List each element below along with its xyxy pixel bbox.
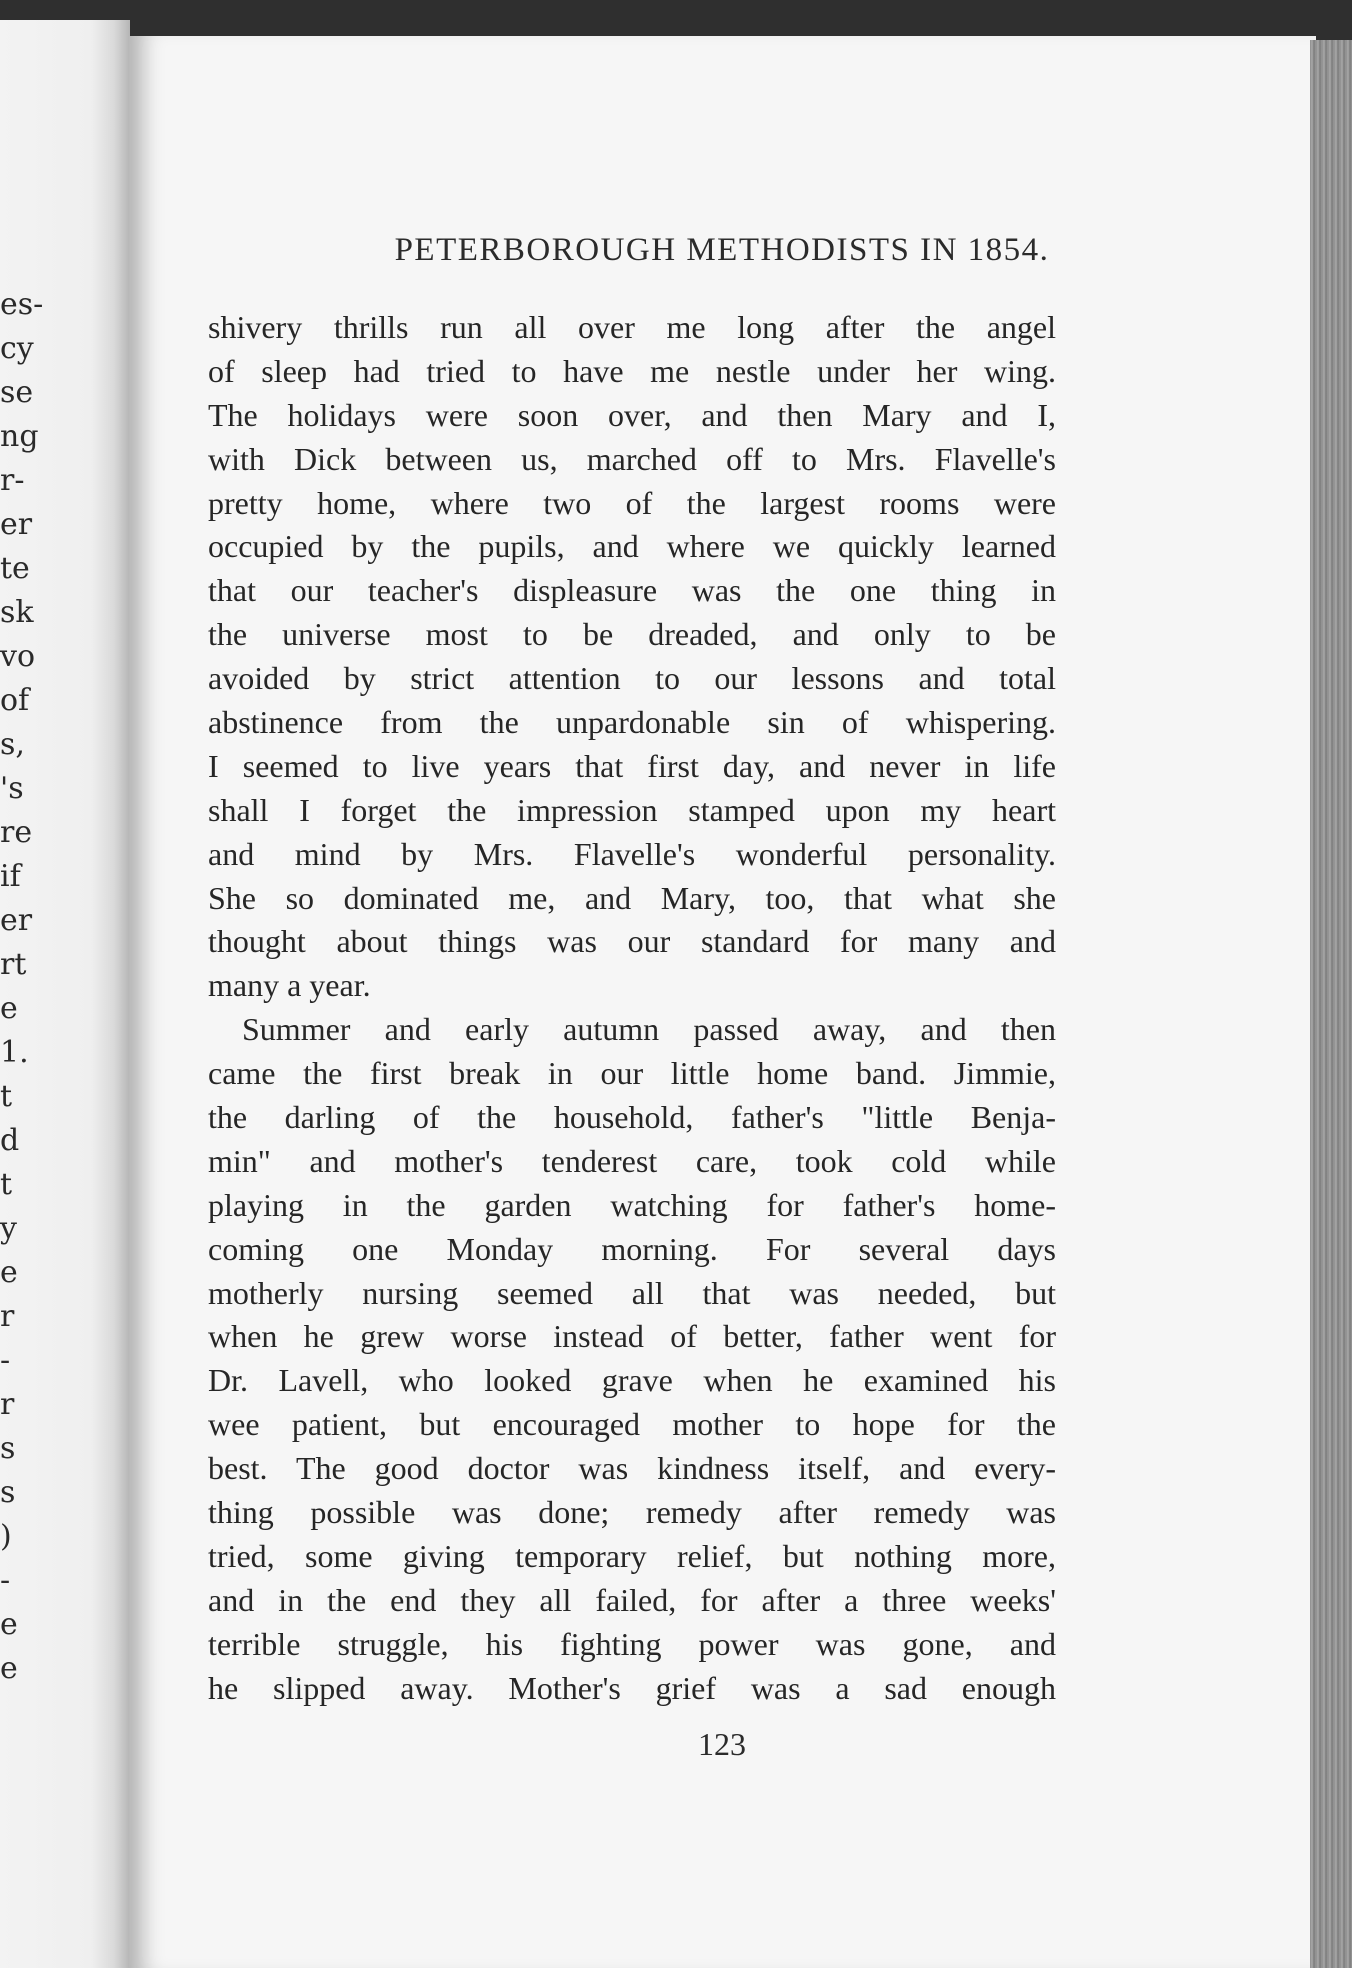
- main-page: [128, 36, 1316, 1968]
- text-line: he slipped away. Mother's grief was a sad enough: [208, 1669, 1056, 1706]
- left-fragment: 's: [0, 771, 24, 806]
- left-fragment: cy: [0, 331, 34, 366]
- left-facing-page: [0, 20, 130, 1968]
- left-fragment: r: [0, 1299, 15, 1334]
- text-line: The holidays were soon over, and then Mary and I,: [208, 396, 1056, 433]
- left-fragment: sk: [0, 595, 34, 630]
- left-fragment: rt: [0, 947, 27, 982]
- left-fragment: if: [0, 859, 21, 894]
- left-fragment: e: [0, 1607, 18, 1642]
- left-fragment: -: [0, 1563, 11, 1598]
- text-line: and in the end they all failed, for after a three weeks': [208, 1581, 1056, 1618]
- left-fragment: ng: [0, 419, 39, 454]
- text-line: occupied by the pupils, and where we quickly learned: [208, 528, 1056, 565]
- left-fragment: -: [0, 1343, 11, 1378]
- text-line: the universe most to be dreaded, and only to be: [208, 616, 1056, 653]
- text-line: the darling of the household, father's "little Benja-: [208, 1099, 1056, 1136]
- page-body-text: [208, 306, 1056, 1711]
- left-fragment: er: [0, 507, 33, 542]
- text-line: coming one Monday morning. For several days: [208, 1230, 1056, 1267]
- left-fragment: t: [0, 1167, 13, 1202]
- text-line: wee patient, but encouraged mother to hope for the: [208, 1406, 1056, 1443]
- left-fragment: y: [0, 1211, 17, 1246]
- left-fragment: te: [0, 551, 30, 586]
- text-line: pretty home, where two of the largest rooms were: [208, 484, 1056, 521]
- text-line: Dr. Lavell, who looked grave when he examined his: [208, 1362, 1056, 1399]
- text-line: She so dominated me, and Mary, too, that what she: [208, 879, 1056, 916]
- left-fragment: s: [0, 1475, 16, 1510]
- left-fragment: ): [0, 1519, 12, 1554]
- left-fragment: of: [0, 683, 30, 718]
- text-line: that our teacher's displeasure was the one thing in: [208, 572, 1056, 609]
- left-fragment: e: [0, 1651, 18, 1686]
- text-line: many a year.: [208, 967, 371, 1004]
- left-fragment: re: [0, 815, 33, 850]
- left-fragment: es-: [0, 287, 44, 322]
- text-line: when he grew worse instead of better, father went for: [208, 1318, 1056, 1355]
- text-line: best. The good doctor was kindness itself, and every-: [208, 1450, 1056, 1487]
- text-line: avoided by strict attention to our lessons and total: [208, 660, 1056, 697]
- left-fragment: t: [0, 1079, 13, 1114]
- text-line: playing in the garden watching for father's home-: [208, 1186, 1056, 1223]
- text-line: with Dick between us, marched off to Mrs. Flavelle's: [208, 440, 1056, 477]
- text-line: shivery thrills run all over me long after the angel: [208, 309, 1056, 345]
- text-line: I seemed to live years that first day, and never in life: [208, 747, 1056, 784]
- left-fragment: s: [0, 1431, 16, 1466]
- text-line: abstinence from the unpardonable sin of whispering.: [208, 704, 1056, 741]
- text-line: of sleep had tried to have me nestle under her wing.: [208, 352, 1056, 389]
- left-fragment: s,: [0, 727, 25, 762]
- text-line: thought about things was our standard for many and: [208, 923, 1056, 960]
- text-line: thing possible was done; remedy after remedy was: [208, 1494, 1056, 1531]
- left-fragment: vo: [0, 639, 36, 674]
- text-line: terrible struggle, his fighting power was gone, and: [208, 1625, 1056, 1662]
- text-line: min" and mother's tenderest care, took cold while: [208, 1142, 1056, 1179]
- left-fragment: r-: [0, 463, 25, 498]
- text-line: and mind by Mrs. Flavelle's wonderful personality.: [208, 835, 1056, 872]
- text-line: Summer and early autumn passed away, and then: [242, 1011, 1056, 1048]
- left-fragment: se: [0, 375, 34, 410]
- text-line: shall I forget the impression stamped upon my heart: [208, 791, 1056, 828]
- left-page-text-fragments: [0, 283, 120, 1691]
- text-line: motherly nursing seemed all that was needed, but: [208, 1274, 1056, 1311]
- book-page-edge: [1310, 40, 1352, 1968]
- text-line: came the first break in our little home band. Jimmie,: [208, 1055, 1056, 1092]
- left-fragment: r: [0, 1387, 15, 1422]
- left-fragment: 1.: [0, 1035, 29, 1070]
- page-number: 123: [698, 1726, 746, 1762]
- left-fragment: e: [0, 991, 18, 1026]
- left-fragment: d: [0, 1123, 20, 1158]
- text-line: tried, some giving temporary relief, but nothing more,: [208, 1537, 1056, 1574]
- left-fragment: e: [0, 1255, 18, 1290]
- left-fragment: er: [0, 903, 33, 938]
- running-head: PETERBOROUGH METHODISTS IN 1854.: [394, 232, 1050, 268]
